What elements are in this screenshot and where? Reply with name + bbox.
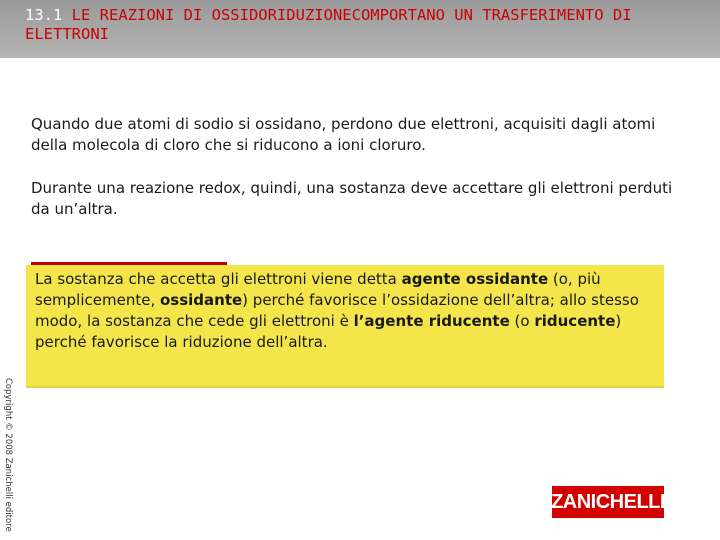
callout-text-5: ) perché favorisce la riduzione dell’altra.	[35, 312, 622, 351]
paragraph-redox: Durante una reazione redox, quindi, una sostanza deve accettare gli elettroni perduti da un’altra.	[31, 179, 673, 218]
term-agente-riducente: l’agente riducente	[353, 312, 510, 330]
copyright-text: Copyright © 2008 Zanichelli editore	[3, 378, 13, 532]
copyright-notice	[1, 378, 15, 532]
callout-text-1: La sostanza che accetta gli elettroni viene detta	[35, 270, 402, 288]
callout-text-2: (o, più semplicemente,	[35, 270, 601, 309]
zanichelli-logo	[552, 486, 664, 518]
term-riducente: riducente	[534, 312, 616, 330]
logo-text: ZANICHELLI	[551, 490, 665, 513]
callout-text-3: ) perché favorisce l’ossidazione dell’altra; allo stesso modo, la sostanza che cede gli elettroni è	[35, 291, 639, 330]
header-bar	[0, 0, 720, 58]
paragraph-sodium-chlorine: Quando due atomi di sodio si ossidano, perdono due elettroni, acquisiti dagli atomi della molecola di cloro che si riducono a ioni cloruro.	[31, 115, 656, 154]
definition-callout	[26, 265, 664, 388]
callout-text-4: (o	[509, 312, 535, 330]
term-ossidante: ossidante	[159, 291, 243, 309]
slide-title	[25, 6, 705, 44]
title-text: LE REAZIONI DI OSSIDORIDUZIONECOMPORTANO UN TRASFERIMENTO DI ELETTRONI	[25, 6, 632, 43]
section-number: 13.1	[25, 6, 63, 24]
term-agente-ossidante: agente ossidante	[401, 270, 549, 288]
callout-text	[35, 269, 660, 353]
